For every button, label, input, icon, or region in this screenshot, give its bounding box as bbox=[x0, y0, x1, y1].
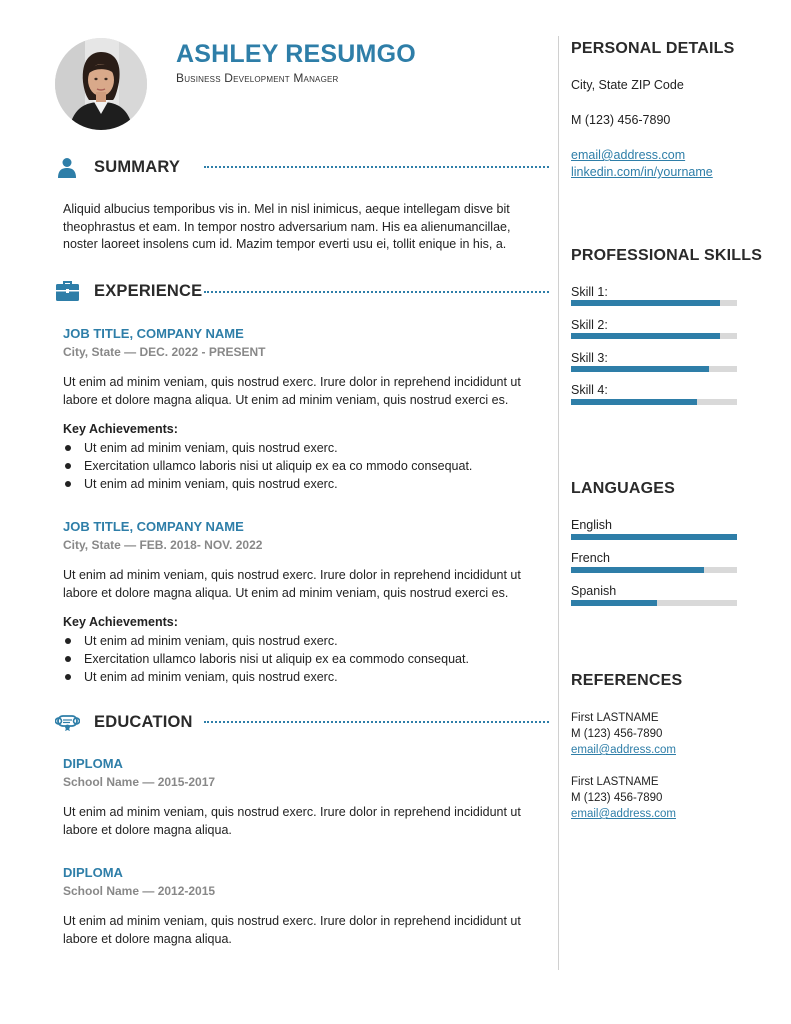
languages-heading: LANGUAGES bbox=[571, 480, 676, 497]
school-dates: School Name — 2015-2017 bbox=[63, 775, 216, 789]
skill-bar bbox=[571, 399, 737, 405]
language-bar bbox=[571, 600, 737, 606]
reference-name: First LASTNAME bbox=[571, 776, 659, 788]
job-location-dates: City, State — FEB. 2018- NOV. 2022 bbox=[63, 538, 263, 552]
person-icon bbox=[56, 156, 78, 178]
skill-bar bbox=[571, 333, 737, 339]
list-item: Exercitation ullamco laboris nisi ut aliquip ex ea co mmodo consequat. bbox=[63, 457, 472, 475]
achievements-label: Key Achievements: bbox=[63, 422, 178, 436]
skill-label: Skill 2: bbox=[571, 318, 608, 332]
summary-text: Aliquid albucius temporibus vis in. Mel in nisl inimicus, aeque intellegam disve bit theophrastus et eam. In tempor nostro adversarium nam. His ea alienumancillae, noster laoreet insolens cum id. Mazim tempor everti usu ei, tollit enique in his, a. bbox=[63, 202, 511, 251]
section-divider bbox=[204, 291, 549, 293]
education-description: Ut enim ad minim veniam, quis nostrud exerc. Irure dolor in reprehend incididunt ut labore et dolore magna aliqua. bbox=[63, 914, 521, 946]
skill-bar bbox=[571, 366, 737, 372]
skill-label: Skill 3: bbox=[571, 351, 608, 365]
school-dates: School Name — 2012-2015 bbox=[63, 884, 216, 898]
section-divider bbox=[204, 721, 549, 723]
job-location-dates: City, State — DEC. 2022 - PRESENT bbox=[63, 345, 266, 359]
skill-label: Skill 4: bbox=[571, 383, 608, 397]
achievements-list bbox=[63, 439, 472, 493]
degree-title: DIPLOMA bbox=[63, 756, 123, 771]
reference-phone: M (123) 456-7890 bbox=[571, 792, 663, 804]
list-item: Ut enim ad minim veniam, quis nostrud exerc. bbox=[63, 439, 472, 457]
job-title: JOB TITLE, COMPANY NAME bbox=[63, 519, 244, 534]
skill-label: Skill 1: bbox=[571, 285, 608, 299]
profile-portrait-icon bbox=[55, 38, 147, 130]
profile-photo bbox=[55, 38, 147, 130]
column-divider bbox=[558, 36, 559, 970]
reference-phone: M (123) 456-7890 bbox=[571, 728, 663, 740]
language-label: Spanish bbox=[571, 584, 617, 598]
list-item: Ut enim ad minim veniam, quis nostrud exerc. bbox=[63, 632, 469, 650]
section-divider bbox=[204, 166, 549, 168]
language-bar bbox=[571, 567, 737, 573]
education-description: Ut enim ad minim veniam, quis nostrud exerc. Irure dolor in reprehend incididunt ut labore et dolore magna aliqua. bbox=[63, 805, 521, 837]
linkedin-link[interactable]: linkedin.com/in/yourname bbox=[571, 165, 713, 179]
reference-name: First LASTNAME bbox=[571, 712, 659, 724]
briefcase-icon bbox=[56, 281, 78, 303]
phone: M (123) 456-7890 bbox=[571, 113, 671, 127]
achievements-label: Key Achievements: bbox=[63, 615, 178, 629]
job-description: Ut enim ad minim veniam, quis nostrud exerc. Irure dolor in reprehend incididunt ut labore et dolore magna aliqua. Ut enim ad minim veniam, quis nostrud exerci es. bbox=[63, 375, 521, 407]
summary-heading: SUMMARY bbox=[94, 158, 181, 176]
candidate-title: Business Development Manager bbox=[176, 71, 339, 85]
list-item: Ut enim ad minim veniam, quis nostrud exerc. bbox=[63, 475, 472, 493]
skills-heading: PROFESSIONAL SKILLS bbox=[571, 247, 763, 264]
language-label: English bbox=[571, 518, 612, 532]
candidate-name: ASHLEY RESUMGO bbox=[176, 40, 416, 68]
personal-details-heading: PERSONAL DETAILS bbox=[571, 40, 735, 57]
language-bar bbox=[571, 534, 737, 540]
education-heading: EDUCATION bbox=[94, 713, 193, 731]
language-label: French bbox=[571, 551, 610, 565]
achievements-list bbox=[63, 632, 469, 686]
references-heading: REFERENCES bbox=[571, 672, 683, 689]
email-link[interactable]: email@address.com bbox=[571, 148, 686, 162]
job-description: Ut enim ad minim veniam, quis nostrud exerc. Irure dolor in reprehend incididunt ut labore et dolore magna aliqua. Ut enim ad minim veniam, quis nostrud exerci es. bbox=[63, 568, 521, 600]
skill-bar bbox=[571, 300, 737, 306]
reference-email-link[interactable]: email@address.com bbox=[571, 808, 676, 820]
job-title: JOB TITLE, COMPANY NAME bbox=[63, 326, 244, 341]
address: City, State ZIP Code bbox=[571, 78, 684, 92]
experience-heading: EXPERIENCE bbox=[94, 282, 203, 300]
degree-title: DIPLOMA bbox=[63, 865, 123, 880]
diploma-icon bbox=[55, 713, 77, 735]
reference-email-link[interactable]: email@address.com bbox=[571, 744, 676, 756]
list-item: Exercitation ullamco laboris nisi ut aliquip ex ea commodo consequat. bbox=[63, 650, 469, 668]
list-item: Ut enim ad minim veniam, quis nostrud exerc. bbox=[63, 668, 469, 686]
